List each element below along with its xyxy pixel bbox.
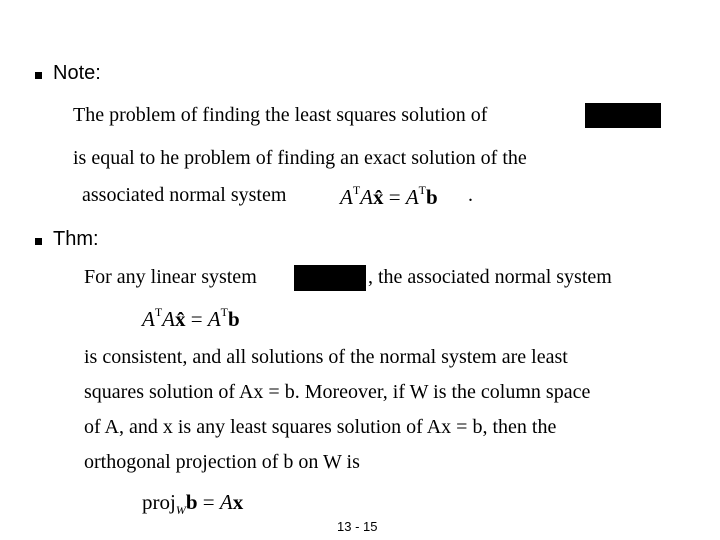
eq-proj-sub: W	[175, 503, 186, 518]
eq-proj-equals: =	[202, 490, 215, 514]
eq-rhs-T: T	[418, 183, 427, 197]
eq-xhat: x̂	[373, 185, 384, 209]
eq2-rhs-b: b	[228, 307, 240, 331]
normal-equation-2	[142, 307, 240, 332]
eq-rhs-A: A	[405, 185, 419, 209]
thm-line-2: is consistent, and all solutions of the normal system are least	[84, 346, 568, 368]
eq2-rhs-A: A	[207, 307, 221, 331]
eq-proj-A: A	[219, 490, 233, 514]
redacted-equation	[585, 103, 661, 128]
eq2-equals: =	[190, 307, 203, 331]
thm-bullet	[35, 238, 42, 245]
eq-T: T	[352, 183, 361, 197]
thm-line-4: of A, and x is any least squares solution of Ax = b, then the	[84, 416, 557, 438]
thm-line-1-pre: For any linear system	[84, 266, 257, 288]
eq-proj-b: b	[185, 490, 198, 514]
note-line-3: associated normal system	[82, 184, 287, 206]
eq-equals: =	[388, 185, 401, 209]
thm-label: Thm:	[53, 228, 99, 250]
redacted-system	[294, 265, 366, 291]
eq2-rhs-T: T	[220, 305, 229, 319]
page-number: 13 - 15	[337, 519, 378, 534]
projection-equation	[142, 490, 243, 518]
thm-line-5: orthogonal projection of b on W is	[84, 451, 360, 473]
thm-line-3: squares solution of Ax = b. Moreover, if W is the column space	[84, 381, 591, 403]
eq2-xhat: x̂	[175, 307, 186, 331]
eq-proj-x: x	[232, 490, 244, 514]
note-line-1: The problem of finding the least squares solution of	[73, 104, 488, 126]
note-bullet	[35, 72, 42, 79]
eq2-A2: A	[162, 307, 175, 331]
eq-A2: A	[360, 185, 373, 209]
thm-line-1-post: , the associated normal system	[368, 266, 612, 288]
eq-A: A	[340, 185, 353, 209]
normal-equation-1	[340, 185, 438, 210]
note-label: Note:	[53, 62, 101, 84]
eq-proj: proj	[142, 490, 176, 514]
note-line-3-end: .	[468, 184, 473, 206]
eq-rhs-b: b	[426, 185, 438, 209]
eq2-A: A	[142, 307, 155, 331]
note-line-2: is equal to he problem of finding an exact solution of the	[73, 147, 527, 169]
eq2-T: T	[154, 305, 163, 319]
